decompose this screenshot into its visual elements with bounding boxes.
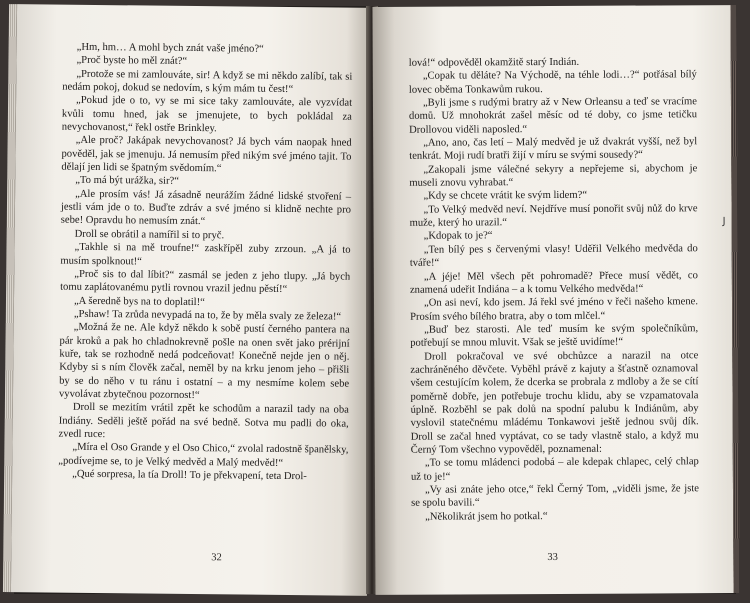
paragraph: „Hm, hm… A mohl bych znát vaše jméno?“ (76, 41, 264, 55)
left-page-number: 32 (211, 551, 222, 563)
paragraph: „A jéje! Měl všech pět pohromadě? Přece musí vědět, co znamená udeřit Indiána – a k tomu Velkého medvěda!“ (409, 269, 698, 296)
paragraph: „To se tomu mládenci podobá – ale kdepak chlapec, celý chlap už to je!“ (410, 456, 699, 483)
margin-pencil-mark: J (722, 216, 726, 228)
paragraph: „Proč byste ho měl znát?“ (76, 55, 188, 68)
right-page (372, 5, 733, 595)
page-edge-right (730, 5, 739, 593)
paragraph: Droll se mezitím vrátil zpět ke schodům a narazil tady na oba Indiány. Seděli ještě pořád na své bedně. Sotva mu padli do oka, zvedl ruce: (58, 402, 349, 441)
paragraph: „Míra el Oso Grande y el Oso Chico,“ zvolal radostně španělsky, „podívejme se, to je Velký medvěd a Malý medvěd!“ (58, 442, 349, 469)
paragraph: „To Velký medvěd neví. Nejdříve musí ponořit svůj nůž do krve muže, který ho urazil.“ (409, 203, 698, 229)
paragraph: lová!“ odpověděl okamžitě starý Indián. (408, 56, 580, 69)
paragraph: „Ale proč? Jakápak nevychovanost? Já bych vám naopak hned pověděl, jak se jmenuju. Já nemusím před nikým své jméno tajit. To dělají jen lidi se špatným svědomím.“ (61, 135, 352, 175)
paragraph: Droll se obrátil a namířil si to pryč. (74, 228, 225, 242)
page-edge-left (3, 4, 17, 592)
paragraph: „Ten bílý pes s červenými vlasy! Uděřil Velkého medvěda do tváře!“ (409, 243, 698, 269)
paragraph: „Protože se mi zamlouváte, sir! A když se mi někdo zalíbí, tak si nedám pokoj, dokud se nedovím, s kým mám tu čest!“ (62, 68, 353, 96)
paragraph: „Pshaw! Ta zrůda nevypadá na to, že by měla svaly ze železa!“ (73, 308, 342, 323)
paragraph: „Několikrát jsem ho potkal.“ (425, 510, 548, 523)
paragraph: „Vy asi znáte jeho otce,“ řekl Černý Tom, „viděli jsme, že jste se spolu bavili.“ (411, 483, 700, 510)
paragraph: „Kdy se chcete vrátit ke svým lidem?“ (423, 190, 588, 203)
paragraph: „Takhle si na mě troufne!“ zaskřípěl zuby zrzoun. „A já to musím spolknout!“ (60, 241, 351, 267)
left-page (11, 4, 373, 596)
paragraph: „Byli jsme s rudými bratry až v New Orleansu a teď se vracíme domů. Už mnohokrát zašel měsíc od té doby, co jsme tetičku Drollovou viděli naposled.“ (409, 96, 698, 136)
paragraph: Droll pokračoval ve své obchůzce a narazil na otce zachráněného děvčete. Vyběhl právě z kajuty a šťastně oznamoval všem cestujícím kolem, že dcerka se probrala z mdloby a že se cítí poměrně dobře, jen potřebuje trochu klidu, aby se vzpamatovala úplně. Rozběhl se pak dolů na spodní palubu k Indiánům, aby vyslovil statečnému mládému Tonkawovi ještě jednou svůj dík. Droll se začal hned vyptávat, co se tady vlastně stalo, a když mu Černý Tom všechno vypověděl, poznamenal: (410, 349, 699, 456)
paragraph: „Copak tu děláte? Na Východě, na téhle lodi…?“ potřásal bílý lovec oběma Tonkawům rukou. (408, 69, 697, 96)
paragraph: „Zakopali jsme válečné sekyry a nepřejeme si, abychom je museli znovu vyhrabat.“ (409, 162, 698, 189)
paragraph: „Buď bez starosti. Ale teď musím ke svým společníkům, potřebují se mnou mluvit. Však se ještě uvidíme!“ (410, 323, 699, 349)
right-page-text (409, 55, 699, 524)
paragraph: „Ale prosím vás! Já zásadně neurážím žádné lidské stvoření – jestli vám jde o to. Buďte zdráv a své jméno si klidně nechte pro sebe! Opravdu ho nemusím znát.“ (60, 188, 352, 228)
book-spread (14, 6, 736, 594)
right-page-number: 33 (547, 551, 558, 563)
paragraph: „Kdopak to je?“ (423, 230, 493, 243)
paragraph: „Pokud jde o to, vy se mi sice taky zamlouváte, ale vyzvídat kvůli tomu hned, jak se jmenujete, to bych pokládal za nevychovanost,“ řekl ostře Brinkley. (61, 95, 353, 135)
paragraph: „A šeredně bys na to doplatil!“ (73, 295, 205, 308)
left-page-text (58, 41, 353, 484)
paragraph: „Proč sis to dal líbit?“ zasmál se jeden z jeho tlupy. „Já bych tomu zaplátovanému pytli rovnou vrazil jednu pěstí!“ (60, 268, 351, 296)
paragraph: „Ano, ano, čas letí – Malý medvěd je už dvakrát vyšší, než byl tenkrát. Moji rudí bratři žijí v míru se svými sousedy?“ (409, 136, 698, 163)
paragraph: „Qué sorpresa, la tía Droll! To je překvapení, teta Drol- (72, 468, 307, 483)
paragraph: „Možná že ne. Ale když někdo k sobě pustí černého pantera na pár kroků a pak ho chladnokrevně pošle na onen svět jako prérijní kuře, tak se rozhodně nedá podceňovat! Konečně nejde jen o něj. Kdyby si s ním člověk začal, neměl by na krku jenom jeho – přišli by se do něho v tu ránu i ostatní – a my nesmíme kolem sebe vyvolávat zbytečnou pozornost!“ (58, 321, 350, 402)
paragraph: „To má být urážka, sir?“ (75, 175, 179, 188)
paragraph: „On asi neví, kdo jsem. Já řekl své jméno v řeči našeho kmene. Prosím svého bílého bratra, aby o tom mlčel.“ (410, 296, 699, 323)
